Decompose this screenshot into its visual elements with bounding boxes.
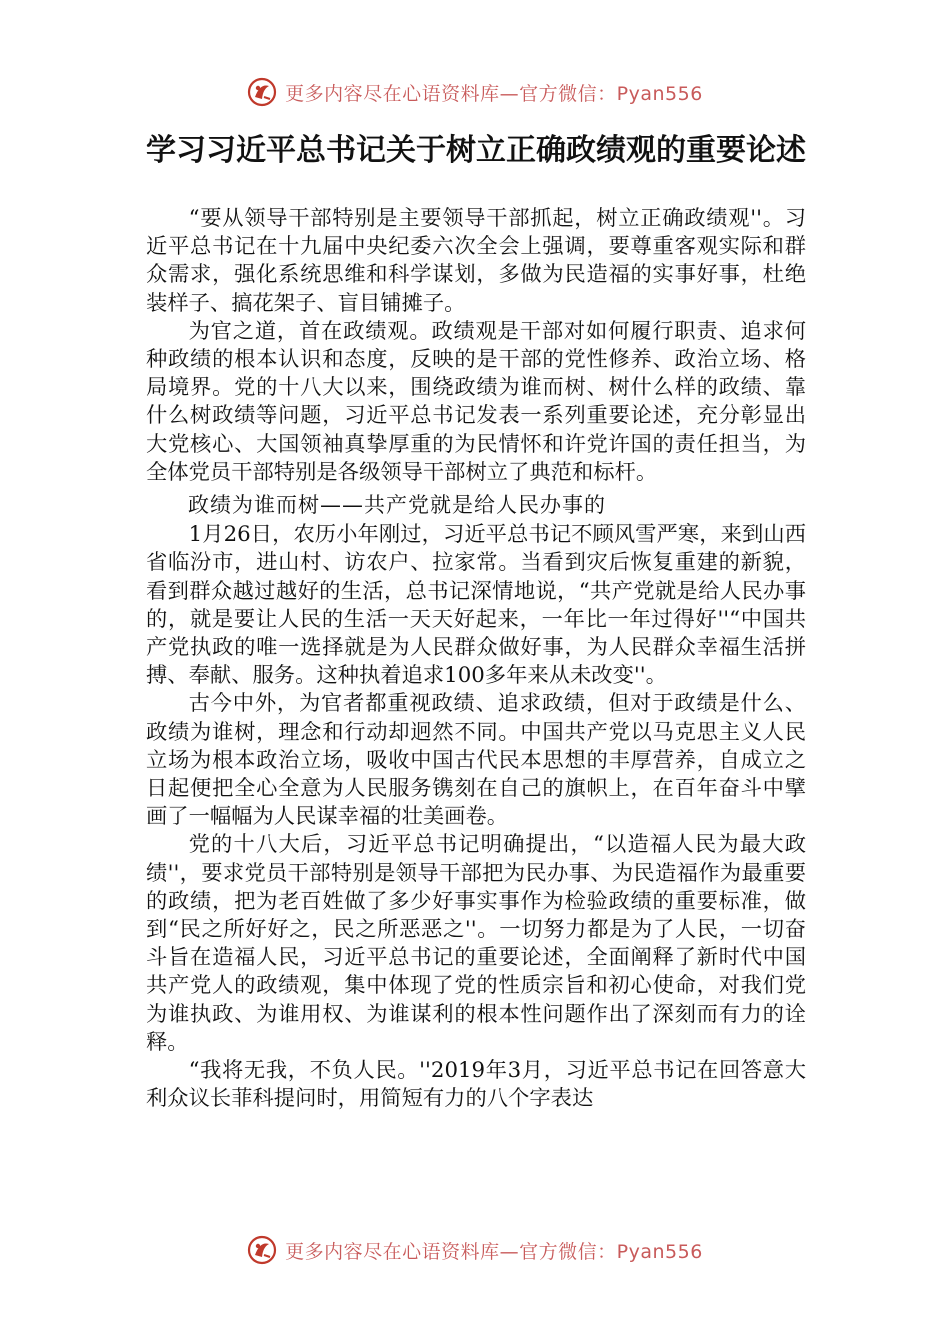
paragraph: 党的十八大后，习近平总书记明确提出，“以造福人民为最大政绩''，要求党员干部特别是领导干部把为民办事、为民造福作为最重要的政绩，把为老百姓做了多少好事实事作为检验政绩的重要标准，做到“民之所好好之，民之所恶恶之''。一切努力都是为了人民，一切奋斗旨在造福人民，习近平总书记的重要论述，全面阐释了新时代中国共产党人的政绩观，集中体现了党的性质宗旨和初心使命，对我们党为谁执政、为谁用权、为谁谋利的根本性问题作出了深刻而有力的诠释。 (146, 832, 806, 1055)
watermark-logo-icon (247, 77, 277, 107)
paragraph: 古今中外，为官者都重视政绩、追求政绩，但对于政绩是什么、政绩为谁树，理念和行动却迥然不同。中国共产党以马克思主义人民立场为根本政治立场，吸收中国古代民本思想的丰厚营养，自成立之日起便把全心全意为人民服务镌刻在自己的旗帜上，在百年奋斗中擘画了一幅幅为人民谋幸福的壮美画卷。 (146, 691, 806, 830)
watermark-header (0, 74, 950, 110)
document-title: 学习习近平总书记关于树立正确政绩观的重要论述 (146, 133, 806, 168)
watermark-text: 更多内容尽在心语资料库—官方微信：Pyan556 (285, 82, 703, 105)
paragraph: “要从领导干部特别是主要领导干部抓起，树立正确政绩观''。习近平总书记在十九届中央纪委六次全会上强调，要尊重客观实际和群众需求，强化系统思维和科学谋划，多做为民造福的实事好事，杜绝装样子、搞花架子、盲目铺摊子。 (146, 206, 806, 316)
watermark-logo-icon (247, 1235, 277, 1265)
watermark-text: 更多内容尽在心语资料库—官方微信：Pyan556 (285, 1240, 703, 1263)
section-heading: 政绩为谁而树——共产党就是给人民办事的 (188, 493, 606, 518)
document-body (146, 205, 806, 1114)
paragraph: 1月26日，农历小年刚过，习近平总书记不顾风雪严寒，来到山西省临汾市，进山村、访农户、拉家常。当看到灾后恢复重建的新貌，看到群众越过越好的生活，总书记深情地说，“共产党就是给人民办事的，就是要让人民的生活一天天好起来，一年比一年过得好''“中国共产党执政的唯一选择就是为人民群众做好事，为人民群众幸福生活拼搏、奉献、服务。这种执着追求100多年来从未改变''。 (146, 522, 806, 689)
paragraph: 为官之道，首在政绩观。政绩观是干部对如何履行职责、追求何种政绩的根本认识和态度，反映的是干部的党性修养、政治立场、格局境界。党的十八大以来，围绕政绩为谁而树、树什么样的政绩、靠什么树政绩等问题，习近平总书记发表一系列重要论述，充分彰显出大党核心、大国领袖真挚厚重的为民情怀和许党许国的责任担当，为全体党员干部特别是各级领导干部树立了典范和标杆。 (146, 318, 806, 485)
watermark-footer (0, 1232, 950, 1268)
paragraph: “我将无我，不负人民。''2019年3月，习近平总书记在回答意大利众议长菲科提问时，用简短有力的八个字表达 (146, 1058, 806, 1112)
